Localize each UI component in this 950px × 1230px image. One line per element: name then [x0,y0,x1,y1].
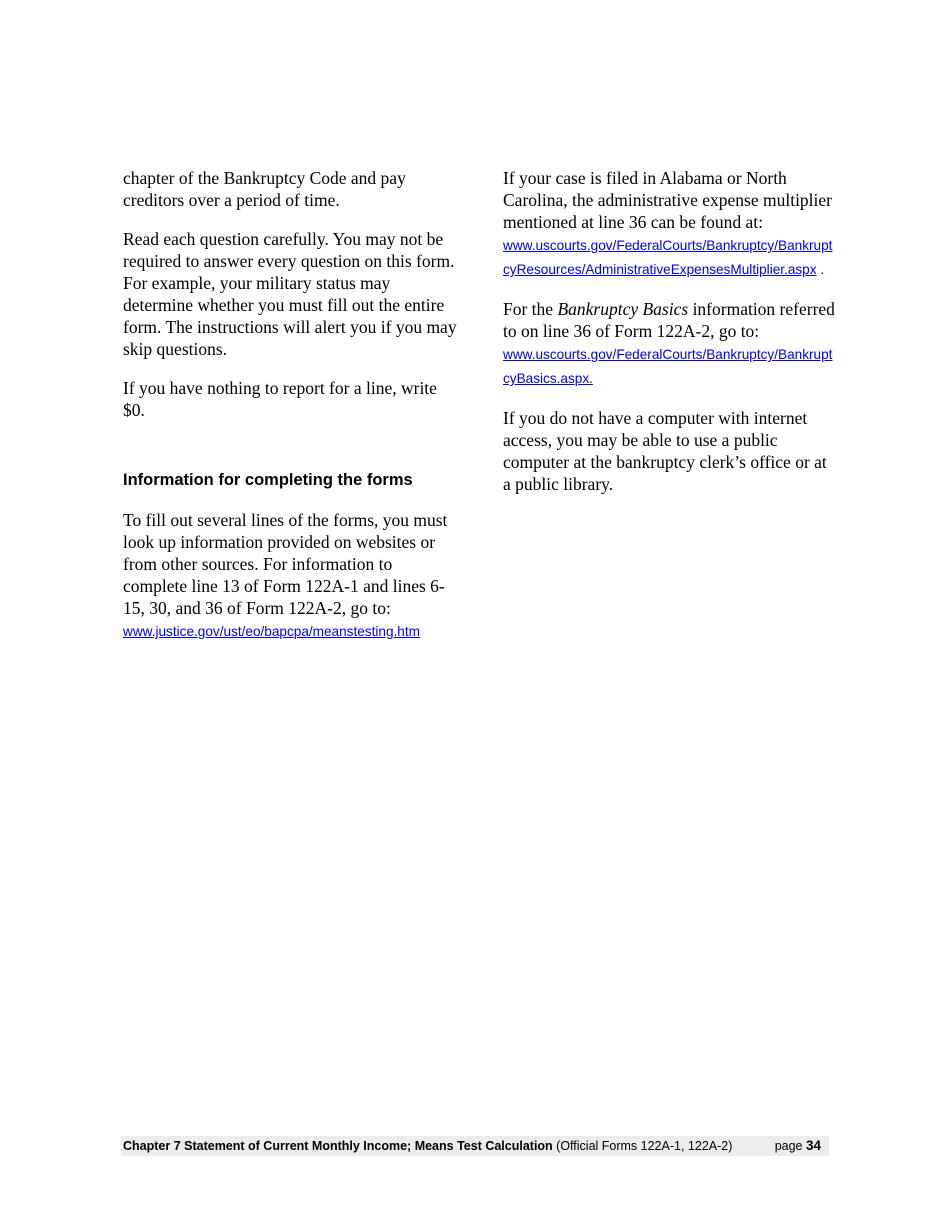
paragraph-nothing-to-report: If you have nothing to report for a line, write $0. [123,378,437,420]
section-heading: Information for completing the forms [123,471,413,489]
bankruptcy-basics-link[interactable]: www.uscourts.gov/FederalCourts/Bankruptcy/BankruptcyBasics.aspx. [503,347,833,386]
paragraph-alabama [503,167,838,281]
italic-title: Bankruptcy Basics [557,299,689,319]
footer-title-normal: (Official Forms 122A-1, 122A-2) [552,1139,733,1153]
page-footer [121,1136,829,1156]
text-prefix: For the [503,299,558,319]
paragraph-no-computer: If you do not have a computer with internet access, you may be able to use a public computer at the bankruptcy clerk’s office or at a public library. [503,408,827,494]
footer-title-bold: Chapter 7 Statement of Current Monthly Income; Means Test Calculation [123,1139,553,1153]
paragraph-look-up-info [123,509,458,643]
page-number [775,1136,821,1156]
paragraph-chapter: chapter of the Bankruptcy Code and pay creditors over a period of time. [123,168,406,210]
paragraph-text: If your case is filed in Alabama or North Carolina, the administrative expense multiplier mentioned at line 36 can be found at: [503,168,833,232]
right-column [503,167,838,512]
page-number-value: 34 [805,1138,821,1153]
left-column [123,167,458,660]
justice-gov-link[interactable]: www.justice.gov/ust/eo/bapcpa/meanstesting.htm [123,624,420,639]
link-suffix: . [816,262,825,277]
paragraph-read-carefully: Read each question carefully. You may not be required to answer every question on this form. For example, your military status may determine whether you must fill out the entire form. The instructions will alert you if you may skip questions. [123,229,457,359]
text-suffix: information referred to on line 36 of Form 122A-2, go to: [503,299,835,341]
multiplier-link[interactable]: www.uscourts.gov/FederalCourts/Bankruptcy/BankruptcyResources/AdministrativeExpensesMultiplier.aspx [503,238,833,277]
page-label: page [774,1139,806,1153]
footer-title [123,1136,732,1156]
paragraph-text: To fill out several lines of the forms, you must look up information provided on websites or from other sources. For information to complete line 13 of Form 122A-1 and lines 6-15, 30, and 36 of Form 122A-2, go to: [123,510,448,618]
paragraph-bankruptcy-basics [503,298,838,390]
